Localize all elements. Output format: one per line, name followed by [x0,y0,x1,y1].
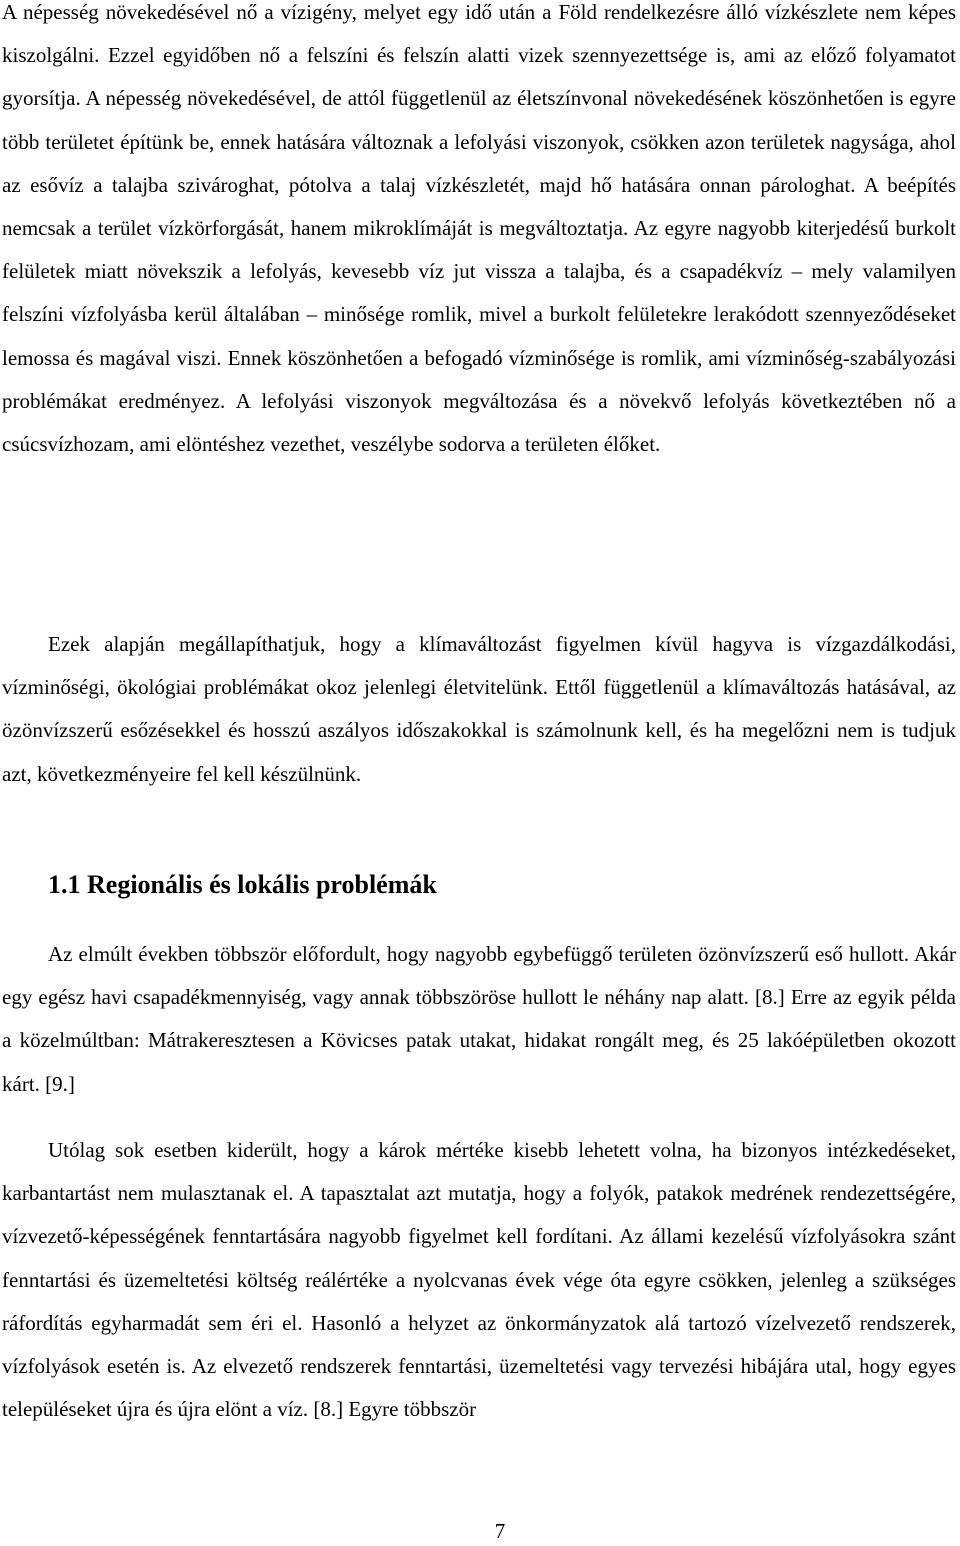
page-number: 7 [494,1519,506,1543]
body-paragraph: Ezek alapján megállapíthatjuk, hogy a klímaváltozást figyelmen kívül hagyva is vízgazdálkodási, vízminőségi, ökológiai problémákat okoz jelenlegi életvitelünk. Ettől függetlenül a klímaváltozás hatásával, az özönvízszerű esőzésekkel és hosszú aszályos időszakokkal is számolnunk kell, és ha megelőzni nem is tudjuk azt, következményeire fel kell készülnünk. [2,632,956,786]
body-paragraph: Az elmúlt években többször előfordult, hogy nagyobb egybefüggő területen özönvízszerű eső hullott. Akár egy egész havi csapadékmennyiség, vagy annak többszöröse hullott le néhány nap alatt. [8.] Erre az egyik példa a közelmúltban: Mátrakeresztesen a Kövicses patak utakat, hidakat rongált meg, és 25 lakóépületben okozott kárt. [9.] [2,942,956,1096]
body-paragraph: A népesség növekedésével nő a vízigény, melyet egy idő után a Föld rendelkezésre álló vízkészlete nem képes kiszolgálni. Ezzel egyidőben nő a felszíni és felszín alatti vizek szennyezettsége is, ami az előző folyamatot gyorsítja. A népesség növekedésével, de attól függetlenül az életszínvonal növekedésének köszönhetően is egyre több területet építünk be, ennek hatására változnak a lefolyási viszonyok, csökken azon területek nagysága, ahol az esővíz a talajba szivároghat, pótolva a talaj vízkészletét, majd hő hatására onnan párologhat. A beépítés nemcsak a terület vízkörforgását, hanem mikroklímáját is megváltoztatja. Az egyre nagyobb kiterjedésű burkolt felületek miatt növekszik a lefolyás, kevesebb víz jut vissza a talajba, és a csapadékvíz – mely valamilyen felszíni vízfolyásba kerül általában – minősége romlik, mivel a burkolt felületekre lerakódott szennyeződéseket lemossa és magával viszi. Ennek köszönhetően a befogadó vízminősége is romlik, ami vízminőség-szabályozási problémákat eredményez. A lefolyási viszonyok megváltozása és a növekvő lefolyás következtében nő a csúcsvízhozam, ami elöntéshez vezethet, veszélybe sodorva a területen élőket. [2,0,956,457]
body-paragraph: Utólag sok esetben kiderült, hogy a károk mértéke kisebb lehetett volna, ha bizonyos intézkedéseket, karbantartást nem mulasztanak el. A tapasztalat azt mutatja, hogy a folyók, patakok medrének rendezettségére, vízvezető-képességének fenntartására nagyobb figyelmet kell fordítani. Az állami kezelésű vízfolyásokra szánt fenntartási és üzemeltetési költség reálértéke a nyolcvanas évek vége óta egyre csökken, jelenleg a szükséges ráfordítás egyharmadát sem éri el. Hasonló a helyzet az önkormányzatok alá tartozó vízelvezető rendszerek, vízfolyások esetén is. Az elvezető rendszerek fenntartási, üzemeltetési vagy tervezési hibájára utal, hogy egyes településeket újra és újra elönt a víz. [8.] Egyre többször [2,1138,956,1422]
section-heading: 1.1 Regionális és lokális problémák [48,870,437,899]
